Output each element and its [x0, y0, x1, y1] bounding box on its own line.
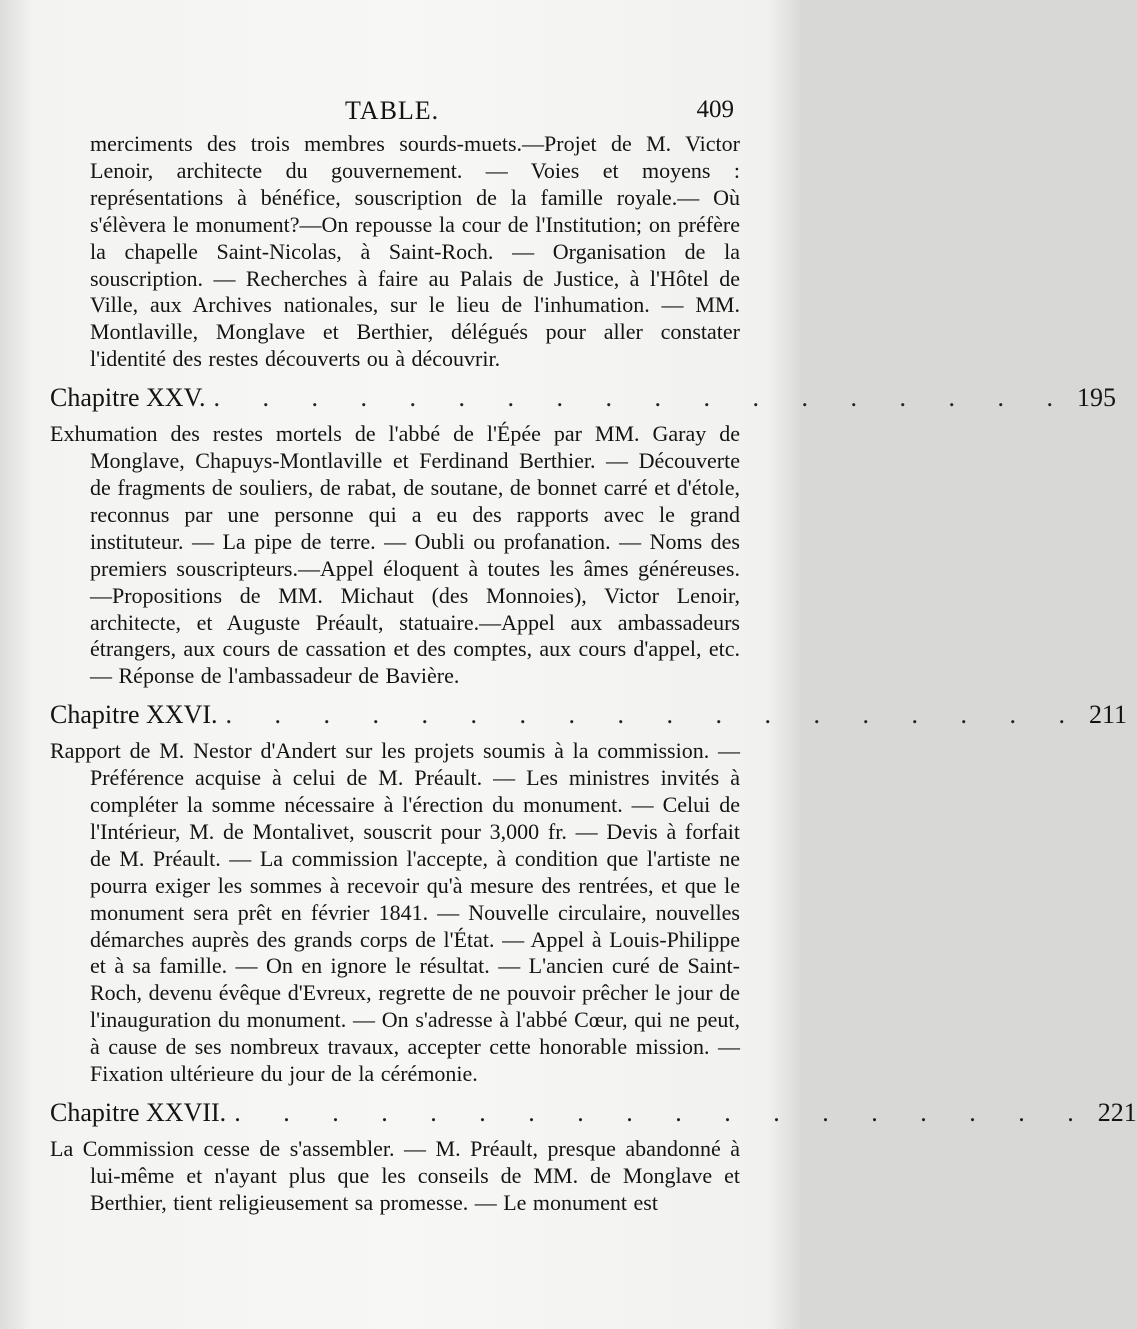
table-of-contents — [50, 131, 1137, 1217]
chapter-title: Chapitre XXVI. — [50, 700, 218, 730]
toc-entry-summary: La Commission cesse de s'assembler. — M. Préault, presque abandonné à lui-même et n'ayant plus que les conseils de MM. de Monglave et Berthier, tient religieusement sa promesse. — Le monument est — [50, 1136, 740, 1215]
chapter-title: Chapitre XXV. — [50, 383, 206, 413]
running-title: TABLE. — [345, 96, 440, 125]
page-header — [0, 96, 800, 130]
leader-dots: . . . . . . . . . . . . . . . . . . — [234, 1098, 1092, 1127]
toc-entry-summary: Rapport de M. Nestor d'Andert sur les projets soumis à la commission. — Préférence acquise à celui de M. Préault. — Les ministres invités à compléter la somme nécessaire à l'érection du monument. — Celui de l'Intérieur, M. de Montalivet, souscrit pour 3,000 fr. — Devis à forfait de M. Préault. — La commission l'accepte, à condition que l'artiste ne pourra exiger les sommes à recevoir qu'à mesure des rentrées, et que le monument sera prêt en février 1841. — Nouvelle circulaire, nouvelles démarches auprès des grands corps de l'État. — Appel à Louis-Philippe et à sa famille. — On en ignore le résultat. — L'ancien curé de Saint-Roch, devenu évêque d'Evreux, regrette de ne pouvoir prêcher le jour de l'inauguration du monument. — On s'adresse à l'abbé Cœur, qui ne peut, à cause de ses nombreux travaux, accepter cette honorable mission. — Fixation ultérieure du jour de la cérémonie. — [50, 738, 740, 1087]
chapter-page-number: 211 — [1089, 700, 1128, 730]
toc-entry-summary: merciments des trois membres sourds-muets.—Projet de M. Victor Lenoir, architecte du gouvernement. — Voies et moyens : représentations à bénéfice, souscription de la famille royale.— Où s'élèvera le monument?—On repousse la cour de l'Institution; on préfère la chapelle Saint-Nicolas, à Saint-Roch. — Organisation de la souscription. — Recherches à faire au Palais de Justice, à l'Hôtel de Ville, aux Archives nationales, sur le lieu de l'inhumation. — MM. Montlaville, Monglave et Berthier, délégués pour aller constater l'identité des restes découverts ou à découvrir. — [90, 131, 740, 372]
chapter-title: Chapitre XXVII. — [50, 1098, 227, 1127]
leader-dots: . . . . . . . . . . . . . . . . . . — [213, 383, 1072, 413]
leader-dots: . . . . . . . . . . . . . . . . . . — [225, 700, 1084, 730]
chapter-heading-xxvii — [50, 1092, 1137, 1134]
chapter-heading-xxvi — [50, 694, 1128, 736]
page-number: 409 — [696, 96, 734, 123]
chapter-page-number: 195 — [1077, 383, 1117, 413]
chapter-heading-xxv — [50, 377, 1117, 419]
chapter-page-number: 221 — [1097, 1098, 1137, 1127]
toc-entry-summary: Exhumation des restes mortels de l'abbé de l'Épée par MM. Garay de Monglave, Chapuys-Montlaville et Ferdinand Berthier. — Découverte de fragments de souliers, de rabat, de soutane, de bonnet carré et d'étole, reconnus par une personne qui a eu des rapports avec le grand instituteur. — La pipe de terre. — Oubli ou profanation. — Noms des premiers souscripteurs.—Appel éloquent à toutes les âmes généreuses.—Propositions de MM. Michaut (des Monnoies), Victor Lenoir, architecte, et Auguste Préault, statuaire.—Appel aux ambassadeurs étrangers, aux cours de cassation et des comptes, aux cours d'appel, etc. — Réponse de l'ambassadeur de Bavière. — [50, 421, 740, 689]
